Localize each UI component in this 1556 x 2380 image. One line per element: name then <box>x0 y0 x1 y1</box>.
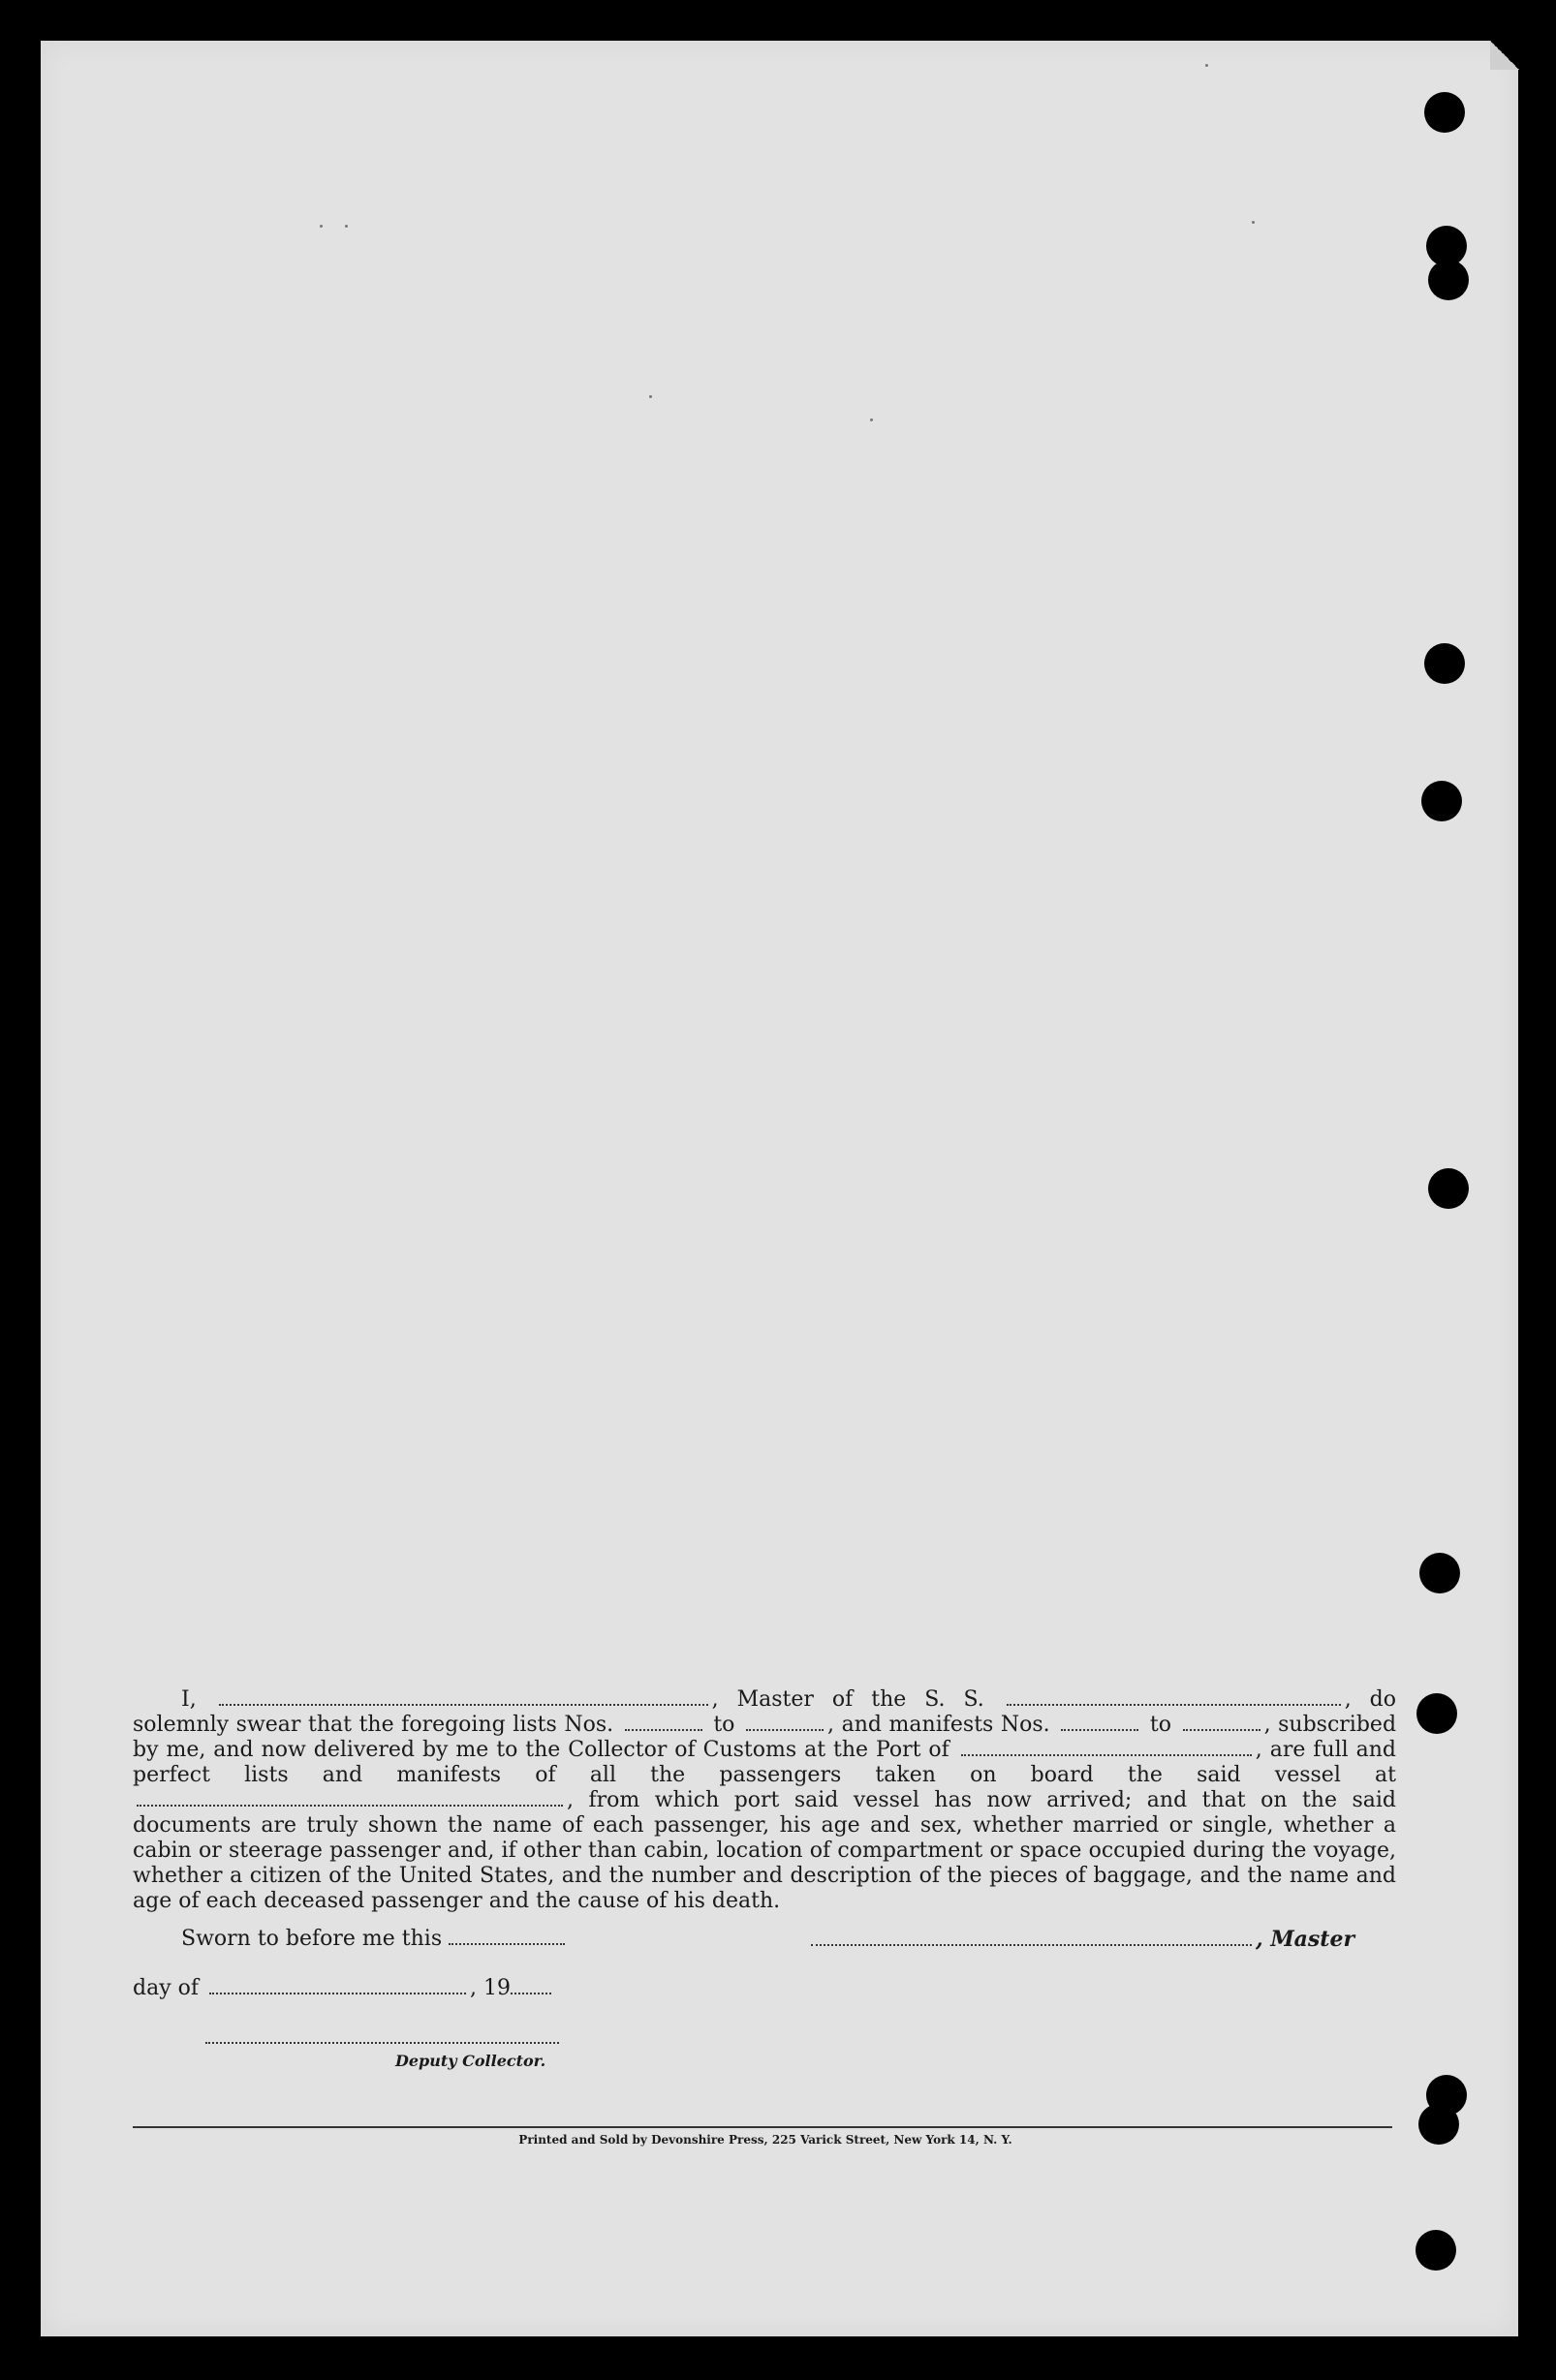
oath-text: , are full and perfect lists and manifests of all the passengers taken on board the said vessel at <box>133 1738 1396 1787</box>
list-to-blank[interactable] <box>746 1715 824 1731</box>
oath-text: to <box>1149 1713 1171 1737</box>
footer-rule <box>133 2126 1392 2128</box>
speck <box>320 225 323 228</box>
oath-text: , Master of the S. S. <box>711 1687 984 1712</box>
master-signature-blank[interactable] <box>811 1931 1252 1946</box>
punch-hole <box>1428 1168 1469 1209</box>
master-oath <box>133 1687 1396 1914</box>
speck <box>870 418 873 421</box>
corner-fold <box>1490 41 1519 70</box>
oath-text: to <box>713 1713 735 1737</box>
oath-text: , from which port said vessel has now arrived; and that on the said documents are truly shown the name of each passenger, his age and sex, whether married or single, whether a cabin or steerage passenger and, if other than cabin, location of compartment or space occupied during the voyage, whether a citizen of the United States, and the number and description of the pieces of baggage, and the name and age of each deceased passenger and the cause of his death. <box>133 1788 1396 1913</box>
sworn-line <box>181 1927 569 1951</box>
manifest-to-blank[interactable] <box>1183 1715 1260 1731</box>
manifest-from-blank[interactable] <box>1061 1715 1138 1731</box>
speck <box>649 395 652 398</box>
oath-text: I, <box>181 1687 197 1712</box>
oath-text: , subscribed by me, and now delivered by me to the Collector of Customs at the Port of <box>133 1713 1397 1762</box>
speck <box>345 225 348 228</box>
month-blank[interactable] <box>209 1979 466 1994</box>
departure-port-blank[interactable] <box>137 1791 563 1807</box>
punch-hole <box>1419 1553 1460 1593</box>
oath-text: , do solemnly swear that the foregoing lists Nos. <box>133 1687 1396 1737</box>
printer-imprint: Printed and Sold by Devonshire Press, 225 Varick Street, New York 14, N. Y. <box>518 2133 1012 2147</box>
oath-text: , and manifests Nos. <box>827 1713 1050 1737</box>
day-of-label: day of <box>133 1976 200 2000</box>
punch-hole <box>1424 643 1465 684</box>
punch-hole <box>1428 260 1469 300</box>
deputy-signature-blank[interactable] <box>205 2042 559 2044</box>
punch-hole <box>1424 92 1465 133</box>
port-blank[interactable] <box>961 1741 1252 1756</box>
punch-hole <box>1421 781 1462 821</box>
sworn-date-blank[interactable] <box>449 1930 565 1945</box>
punch-hole <box>1416 1693 1457 1734</box>
master-name-blank[interactable] <box>219 1690 708 1706</box>
master-label: , Master <box>1256 1927 1355 1952</box>
punch-hole <box>1416 2230 1456 2271</box>
day-of-line <box>133 1976 555 2000</box>
speck <box>1205 64 1208 67</box>
year-label: , 19 <box>470 1976 511 2000</box>
master-signature-line <box>811 1927 1354 1952</box>
year-blank[interactable] <box>511 1979 551 1994</box>
list-from-blank[interactable] <box>625 1715 702 1731</box>
speck <box>1252 221 1255 224</box>
sworn-label: Sworn to before me this <box>181 1927 443 1951</box>
deputy-collector-label: Deputy Collector. <box>395 2052 546 2070</box>
ship-name-blank[interactable] <box>1007 1690 1341 1706</box>
